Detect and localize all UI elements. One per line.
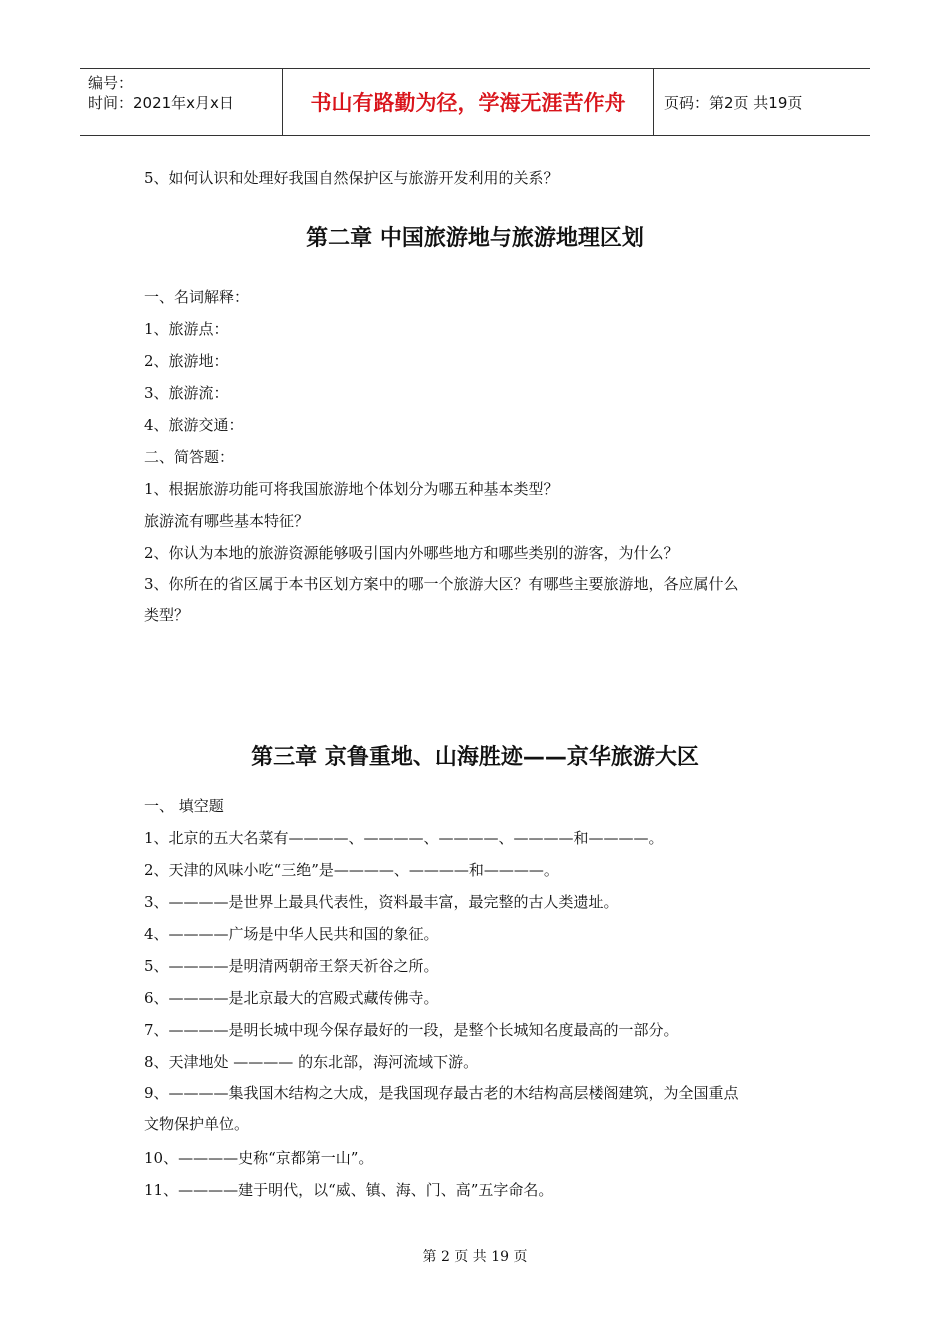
ch3-line: 一、 填空题 — [144, 797, 224, 815]
ch2-line: 类型？ — [144, 606, 190, 624]
intro-question: 5、如何认识和处理好我国自然保护区与旅游开发利用的关系？ — [144, 169, 559, 187]
ch3-line: 7、————是明长城中现今保存最好的一段，是整个长城知名度最高的一部分。 — [144, 1021, 679, 1039]
ch3-line: 1、北京的五大名菜有————、————、————、————和————。 — [144, 829, 664, 847]
ch2-line: 3、你所在的省区属于本书区划方案中的哪一个旅游大区？有哪些主要旅游地，各应属什么 — [144, 575, 739, 593]
ch3-line: 4、————广场是中华人民共和国的象征。 — [144, 925, 439, 943]
page-footer: 第 2 页 共 19 页 — [422, 1249, 528, 1265]
ch3-line: 5、————是明清两朝帝王祭天祈谷之所。 — [144, 957, 439, 975]
header-page-info: 页码：第2页 共19页 — [664, 93, 803, 112]
ch2-line: 旅游流有哪些基本特征？ — [144, 512, 310, 530]
ch3-line: 3、————是世界上最具代表性，资料最丰富，最完整的古人类遗址。 — [144, 893, 619, 911]
ch3-line: 2、天津的风味小吃“三绝”是————、————和————。 — [144, 861, 559, 879]
header-meta — [80, 69, 282, 135]
ch3-line: 8、天津地处 ———— 的东北部，海河流域下游。 — [144, 1053, 479, 1071]
ch3-line: 11、————建于明代，以“威、镇、海、门、高”五字命名。 — [144, 1181, 554, 1199]
ch3-line: 10、————史称“京都第一山”。 — [144, 1149, 374, 1167]
ch3-line: 9、————集我国木结构之大成，是我国现存最古老的木结构高层楼阁建筑，为全国重点 — [144, 1084, 739, 1102]
ch2-line: 3、旅游流： — [144, 384, 229, 402]
time-label: 时间：2021年x月x日 — [88, 94, 234, 112]
chapter3-title: 第三章 京鲁重地、山海胜迹——京华旅游大区 — [251, 745, 699, 770]
chapter2-title: 第二章 中国旅游地与旅游地理区划 — [306, 226, 644, 251]
header-motto: 书山有路勤为径，学海无涯苦作舟 — [282, 69, 654, 135]
ch2-line: 1、根据旅游功能可将我国旅游地个体划分为哪五种基本类型？ — [144, 480, 559, 498]
ch2-line: 4、旅游交通： — [144, 416, 244, 434]
ch2-line: 二、简答题： — [144, 448, 235, 466]
ch2-line: 1、旅游点： — [144, 320, 229, 338]
ch3-line: 6、————是北京最大的宫殿式藏传佛寺。 — [144, 989, 439, 1007]
page-header — [80, 68, 870, 136]
ch2-line: 一、名词解释： — [144, 288, 250, 306]
number-label: 编号： — [88, 74, 134, 92]
ch2-line: 2、你认为本地的旅游资源能够吸引国内外哪些地方和哪些类别的游客，为什么？ — [144, 544, 679, 562]
ch3-line: 文物保护单位。 — [144, 1115, 250, 1133]
ch2-line: 2、旅游地： — [144, 352, 229, 370]
